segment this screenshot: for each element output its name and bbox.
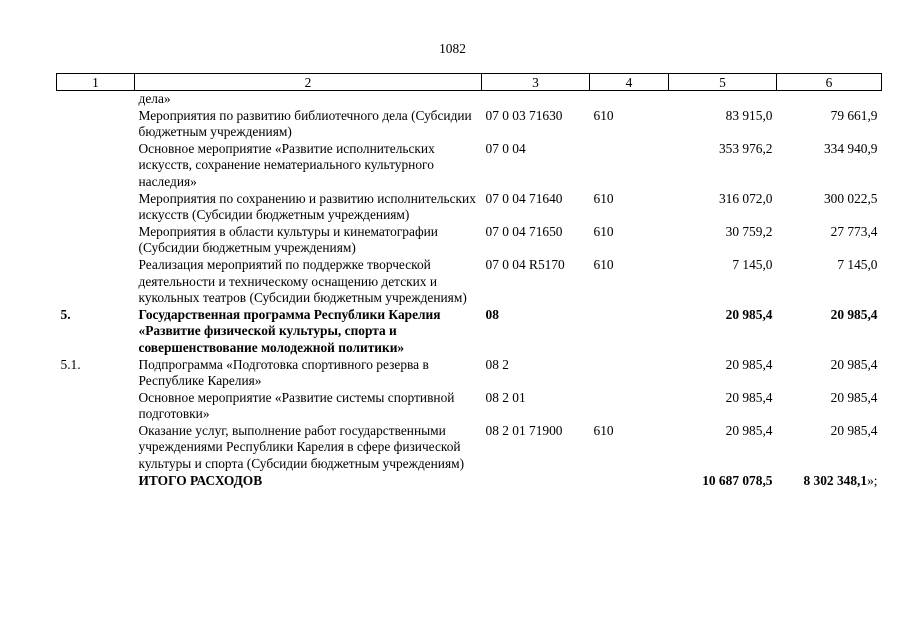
- row-name-text: Основное мероприятие «Развитие системы спортивной подготовки»: [138, 389, 455, 422]
- table-row: [57, 357, 882, 390]
- row-expense-type: [590, 224, 669, 257]
- row-number: [57, 141, 135, 191]
- row-amount-2-text: 8 302 348,1: [803, 472, 868, 488]
- budget-table: [56, 73, 882, 489]
- row-expense-type: [590, 91, 669, 108]
- row-amount-1-text: 20 985,4: [725, 422, 773, 438]
- row-expense-type-text: 610: [593, 190, 614, 206]
- column-header-name: 2: [135, 74, 482, 91]
- row-amount-2: [777, 108, 882, 141]
- row-code: [482, 390, 590, 423]
- table-header-row: [57, 74, 882, 91]
- row-expense-type: [590, 423, 669, 473]
- row-number: [57, 224, 135, 257]
- row-amount-1-text: 7 145,0: [732, 256, 773, 272]
- row-amount-1-text: 353 976,2: [718, 140, 773, 156]
- row-expense-type: [590, 307, 669, 357]
- row-number: [57, 307, 135, 357]
- row-code-text: 07 0 04 R5170: [485, 256, 565, 272]
- row-amount-1: [669, 257, 777, 307]
- row-amount-1-text: 30 759,2: [725, 223, 773, 239]
- row-number: [57, 257, 135, 307]
- row-amount-1-text: 10 687 078,5: [702, 472, 773, 488]
- row-amount-1: [669, 141, 777, 191]
- row-amount-2: [777, 390, 882, 423]
- row-number: [57, 357, 135, 390]
- row-expense-type: [590, 390, 669, 423]
- row-amount-2-text: 20 985,4: [830, 356, 878, 372]
- table-row: [57, 390, 882, 423]
- row-number: [57, 423, 135, 473]
- row-amount-2: [777, 257, 882, 307]
- row-number: [57, 473, 135, 490]
- row-amount-2: [777, 224, 882, 257]
- row-number: [57, 91, 135, 108]
- row-amount-2-text: 300 022,5: [823, 190, 878, 206]
- row-name: [135, 108, 482, 141]
- row-amount-2: [777, 473, 882, 490]
- row-name: [135, 141, 482, 191]
- table-row: [57, 224, 882, 257]
- row-code-text: 08 2: [485, 356, 509, 372]
- column-header-code: 3: [482, 74, 590, 91]
- row-amount-1: [669, 423, 777, 473]
- row-amount-2-text: 334 940,9: [823, 140, 878, 156]
- row-name: [135, 423, 482, 473]
- row-name-text: Мероприятия в области культуры и кинематографии (Субсидии бюджетным учреждениям): [138, 223, 438, 256]
- row-code: [482, 473, 590, 490]
- row-amount-1: [669, 91, 777, 108]
- row-amount-2: [777, 307, 882, 357]
- row-number: [57, 108, 135, 141]
- table-body: [57, 91, 882, 490]
- row-name-text: Оказание услуг, выполнение работ государственными учреждениями Республики Карелия в сфере физической культуры и спорта (Субсидии бюджетным учреждениям): [138, 422, 465, 472]
- row-amount-2: [777, 191, 882, 224]
- row-code: [482, 108, 590, 141]
- table-row: [57, 91, 882, 108]
- row-expense-type-text: 610: [593, 256, 614, 272]
- row-amount-1-text: 20 985,4: [725, 389, 773, 405]
- row-code: [482, 423, 590, 473]
- row-expense-type: [590, 191, 669, 224]
- row-amount-2-text: 7 145,0: [837, 256, 878, 272]
- table-row: [57, 191, 882, 224]
- row-code-text: 07 0 04 71640: [485, 190, 563, 206]
- row-amount-1-text: 83 915,0: [725, 107, 773, 123]
- row-amount-2-text: 20 985,4: [830, 422, 878, 438]
- row-expense-type: [590, 257, 669, 307]
- row-code: [482, 257, 590, 307]
- table-row: [57, 257, 882, 307]
- row-code-text: 07 0 04 71650: [485, 223, 563, 239]
- row-code: [482, 191, 590, 224]
- row-code-text: 08 2 01 71900: [485, 422, 563, 438]
- row-expense-type: [590, 108, 669, 141]
- row-name-text: Государственная программа Республики Карелия «Развитие физической культуры, спорта и совершенствование молодежной политики»: [138, 306, 441, 355]
- row-name-text: Мероприятия по сохранению и развитию исполнительских искусств (Субсидии бюджетным учреждениям): [138, 190, 476, 223]
- row-name: [135, 257, 482, 307]
- row-name-text: Реализация мероприятий по поддержке творческой деятельности и техническому оснащению детских и кукольных театров (Субсидии бюджетным учреждениям): [138, 256, 467, 306]
- row-name-text: Мероприятия по развитию библиотечного дела (Субсидии бюджетным учреждениям): [138, 107, 472, 140]
- row-expense-type-text: 610: [593, 107, 614, 123]
- row-code-text: 07 0 03 71630: [485, 107, 563, 123]
- row-amount-2: [777, 423, 882, 473]
- row-amount-2-text: 20 985,4: [830, 389, 878, 405]
- row-code: [482, 141, 590, 191]
- row-name: [135, 224, 482, 257]
- row-expense-type: [590, 357, 669, 390]
- row-name: [135, 473, 482, 490]
- row-name-text: ИТОГО РАСХОДОВ: [138, 472, 263, 488]
- table-row: [57, 108, 882, 141]
- row-name-text: Подпрограмма «Подготовка спортивного резерва в Республике Карелия»: [138, 356, 429, 389]
- row-amount-1-text: 20 985,4: [725, 356, 773, 372]
- row-amount-1: [669, 473, 777, 490]
- row-amount-2: [777, 357, 882, 390]
- row-amount-1: [669, 390, 777, 423]
- row-code: [482, 307, 590, 357]
- row-amount-1: [669, 357, 777, 390]
- row-amount-2-text: 27 773,4: [830, 223, 878, 239]
- row-amount-1: [669, 191, 777, 224]
- row-name: [135, 390, 482, 423]
- row-expense-type-text: 610: [593, 223, 614, 239]
- row-amount-1: [669, 307, 777, 357]
- column-header-amount-2: 6: [777, 74, 882, 91]
- row-code-text: 07 0 04: [485, 140, 526, 156]
- row-amount-1: [669, 108, 777, 141]
- row-name-text: дела»: [138, 91, 171, 106]
- row-code: [482, 91, 590, 108]
- row-number: [57, 390, 135, 423]
- row-expense-type-text: 610: [593, 422, 614, 438]
- row-amount-1: [669, 224, 777, 257]
- row-number-text: 5.: [60, 306, 71, 322]
- row-name: [135, 191, 482, 224]
- row-code: [482, 224, 590, 257]
- row-amount-2-text: 79 661,9: [830, 107, 878, 123]
- row-amount-1-text: 20 985,4: [725, 306, 773, 322]
- row-code: [482, 357, 590, 390]
- row-amount-2-text: 20 985,4: [830, 306, 878, 322]
- row-name: [135, 307, 482, 357]
- column-header-number: 1: [57, 74, 135, 91]
- table-row: [57, 423, 882, 473]
- table-row: [57, 473, 882, 490]
- row-code-text: 08 2 01: [485, 389, 526, 405]
- column-header-amount-1: 5: [669, 74, 777, 91]
- row-number-text: 5.1.: [60, 356, 81, 372]
- row-code-text: 08: [485, 306, 499, 322]
- closing-quote-suffix: »;: [867, 472, 878, 488]
- row-number: [57, 191, 135, 224]
- row-expense-type: [590, 141, 669, 191]
- row-amount-2: [777, 141, 882, 191]
- page-number: 1082: [439, 41, 466, 56]
- row-name: [135, 357, 482, 390]
- column-header-expense-type: 4: [590, 74, 669, 91]
- row-expense-type: [590, 473, 669, 490]
- row-name-text: Основное мероприятие «Развитие исполнительских искусств, сохранение нематериального культурного наследия»: [138, 140, 435, 189]
- row-amount-2: [777, 91, 882, 108]
- table-row: [57, 141, 882, 191]
- table-row: [57, 307, 882, 357]
- row-name: [135, 91, 482, 108]
- row-amount-1-text: 316 072,0: [718, 190, 773, 206]
